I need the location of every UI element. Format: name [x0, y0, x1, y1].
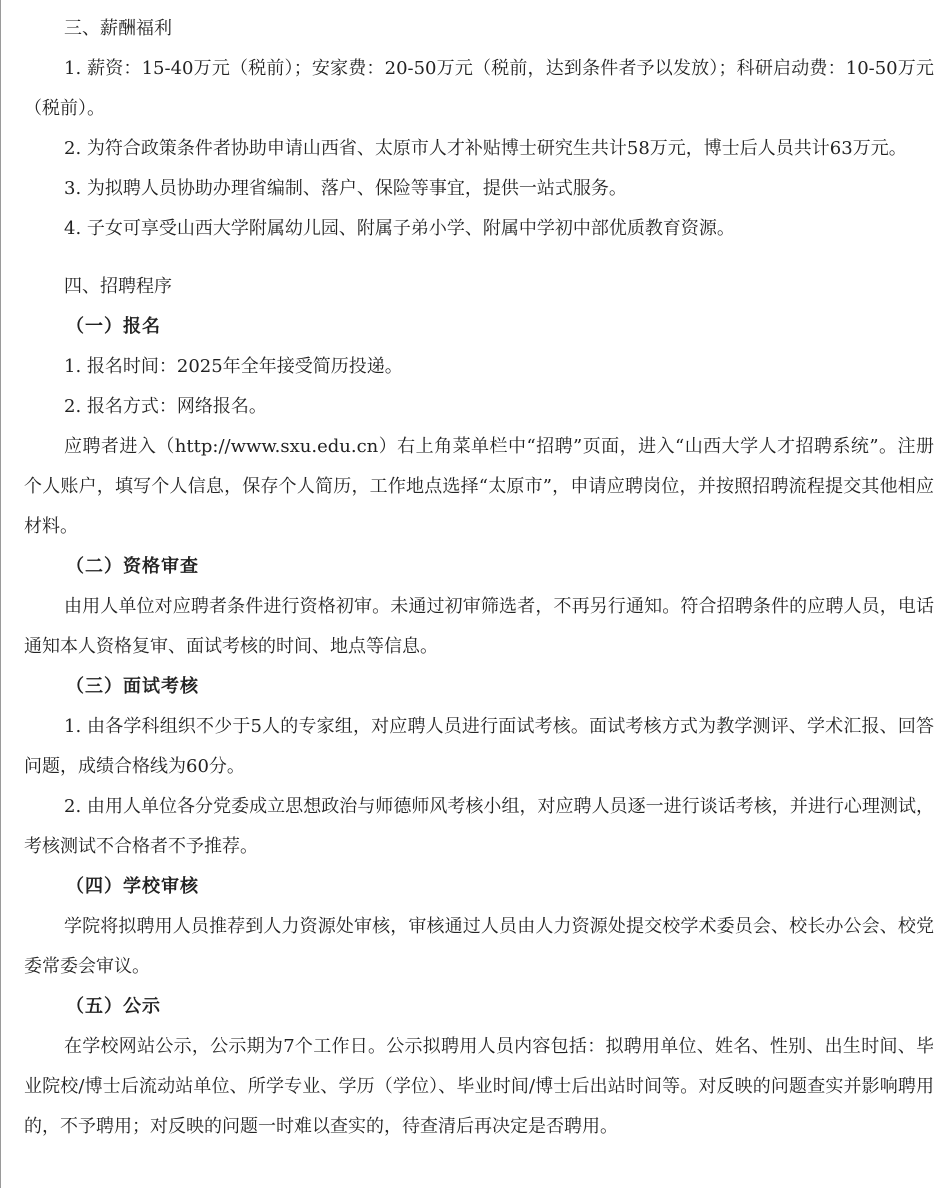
registration-detail: 应聘者进入（http://www.sxu.edu.cn）右上角菜单栏中“招聘”页面，进入“山西大学人才招聘系统”。注册个人账户，填写个人信息，保存个人简历，工作地点选择“太原市”，申请应聘岗位，并按照招聘流程提交其他相应材料。 — [24, 436, 934, 537]
subsection-title-registration: （一）报名 — [66, 316, 161, 337]
section-heading-salary: 三、薪酬福利 — [64, 18, 172, 39]
publicity-text: 在学校网站公示，公示期为7个工作日。公示拟聘用人员内容包括：拟聘用单位、姓名、性别、出生时间、毕业院校/博士后流动站单位、所学专业、学历（学位）、毕业时间/博士后出站时间等。对反映的问题查实并影响聘用的，不予聘用；对反映的问题一时难以查实的，待查清后再决定是否聘用。 — [24, 1036, 934, 1137]
subsection-title-qualification: （二）资格审查 — [66, 556, 199, 577]
interview-item-2: 2. 由用人单位各分党委成立思想政治与师德师风考核小组，对应聘人员逐一进行谈话考核，并进行心理测试，考核测试不合格者不予推荐。 — [24, 796, 934, 857]
salary-item-2: 2. 为符合政策条件者协助申请山西省、太原市人才补贴博士研究生共计58万元，博士后人员共计63万元。 — [64, 138, 907, 159]
registration-method: 2. 报名方式：网络报名。 — [64, 396, 267, 417]
subsection-title-interview: （三）面试考核 — [66, 676, 199, 697]
subsection-title-school-review: （四）学校审核 — [66, 876, 199, 897]
document-body — [24, 9, 934, 1147]
salary-item-1: 1. 薪资：15-40万元（税前）；安家费：20-50万元（税前，达到条件者予以发放）；科研启动费：10-50万元（税前）。 — [24, 58, 934, 119]
section-heading-procedure: 四、招聘程序 — [64, 276, 172, 297]
page-left-border — [0, 0, 1, 1188]
salary-item-3: 3. 为拟聘人员协助办理省编制、落户、保险等事宜，提供一站式服务。 — [64, 178, 627, 199]
interview-item-1: 1. 由各学科组织不少于5人的专家组，对应聘人员进行面试考核。面试考核方式为教学测评、学术汇报、回答问题，成绩合格线为60分。 — [24, 716, 934, 777]
section-spacer — [24, 249, 934, 267]
school-review-text: 学院将拟聘用人员推荐到人力资源处审核，审核通过人员由人力资源处提交校学术委员会、校长办公会、校党委常委会审议。 — [24, 916, 934, 977]
registration-time: 1. 报名时间：2025年全年接受简历投递。 — [64, 356, 403, 377]
subsection-title-publicity: （五）公示 — [66, 996, 161, 1017]
qualification-text: 由用人单位对应聘者条件进行资格初审。未通过初审筛选者，不再另行通知。符合招聘条件的应聘人员，电话通知本人资格复审、面试考核的时间、地点等信息。 — [24, 596, 934, 657]
salary-item-4: 4. 子女可享受山西大学附属幼儿园、附属子弟小学、附属中学初中部优质教育资源。 — [64, 218, 735, 239]
